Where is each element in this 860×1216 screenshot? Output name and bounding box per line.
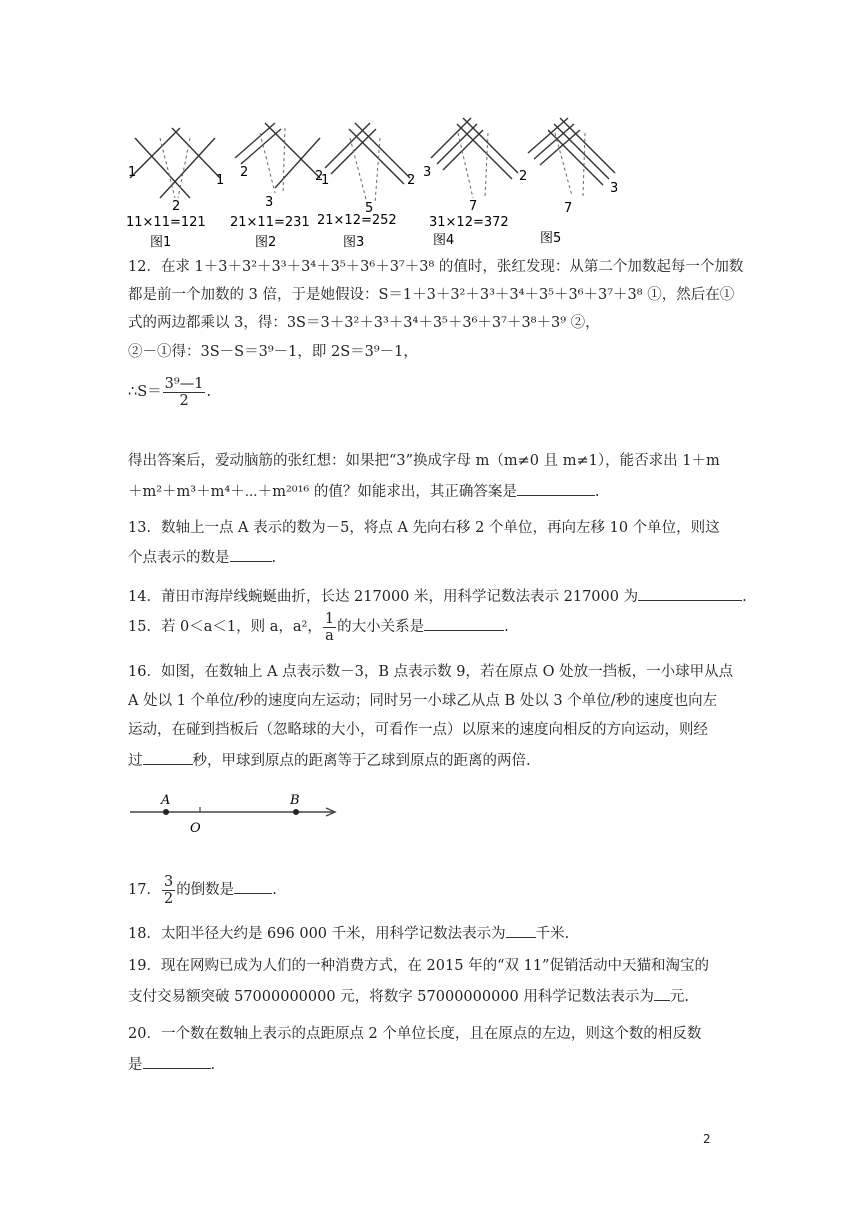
label-b: B — [290, 793, 300, 808]
figure-4-caption: 图4 — [433, 233, 455, 248]
q17-line — [128, 870, 277, 910]
q17-suffix: 的倒数是 — [176, 882, 235, 898]
figure-5-bottom-num: 7 — [564, 201, 573, 216]
q14-line1-text: 14．莆田市海岸线蜿蜒曲折，长达 217000 米，用科学记数法表示 217000 为 — [128, 589, 639, 605]
figure-3-right-num: 2 — [407, 173, 416, 188]
q17-end: . — [272, 882, 277, 898]
q12-s-suffix: . — [206, 384, 212, 400]
q12-line1: 12．在求 1＋3＋3²＋3³＋3⁴＋3⁵＋3⁶＋3⁷＋3⁸ 的值时，张红发现：从第二个加数起每一个加数 — [128, 259, 744, 275]
figure-4-right-num: 2 — [519, 169, 528, 184]
q15-frac-num: 1 — [324, 610, 335, 627]
q15-end: . — [504, 619, 509, 635]
figure-3 — [315, 118, 425, 252]
figure-1-right-num: 1 — [216, 173, 225, 188]
q12-line2: 都是前一个加数的 3 倍，于是她假设：S＝1＋3＋3²＋3³＋3⁴＋3⁵＋3⁶＋3⁷＋3⁸ ①，然后在① — [128, 287, 735, 303]
q16-line4 — [128, 749, 531, 771]
q14-line1-end: . — [742, 589, 747, 605]
q15-answer-blank[interactable] — [424, 615, 504, 631]
q12-line7-text: ＋m²＋m³＋m⁴＋⋯＋m²⁰¹⁶ 的值？如能求出，其正确答案是 — [128, 484, 517, 500]
q18-answer-blank[interactable] — [506, 922, 536, 938]
figure-4-left-num: 3 — [423, 165, 432, 180]
q17-frac-num: 3 — [163, 873, 174, 890]
q15-prefix: 15．若 0＜a＜1，则 a，a²， — [128, 619, 322, 635]
q17-fraction — [162, 874, 175, 907]
q14-answer-blank[interactable] — [638, 585, 742, 601]
q16-line3: 运动，在碰到挡板后（忽略球的大小，可看作一点）以原来的速度向相反的方向运动，则经 — [128, 722, 708, 738]
q17-prefix: 17． — [128, 882, 161, 898]
figure-5 — [520, 118, 630, 252]
q14-line1 — [128, 585, 747, 607]
q20-line1: 20．一个数在数轴上表示的点距原点 2 个单位长度，且在原点的左边，则这个数的相反数 — [128, 1026, 702, 1042]
q18-line1-end: 千米. — [535, 926, 570, 942]
label-o: O — [190, 821, 201, 836]
figure-4 — [423, 118, 533, 252]
label-a: A — [161, 793, 171, 808]
q18-line1-text: 18．太阳半径大约是 696 000 千米，用科学记数法表示为 — [128, 926, 506, 942]
figure-2-equation: 21×11=231 — [230, 215, 310, 230]
figure-4-equation: 31×12=372 — [429, 215, 509, 230]
q19-line2 — [128, 985, 689, 1007]
q13-line2-end: . — [271, 550, 277, 566]
q17-answer-blank[interactable] — [234, 878, 272, 894]
q15-line — [128, 607, 509, 647]
q19-line2-text: 支付交易额突破 57000000000 元，将数字 57000000000 用科学记数法表示为 — [128, 989, 654, 1005]
figure-4-bottom-num: 7 — [469, 199, 478, 214]
figure-2-caption: 图2 — [255, 235, 277, 250]
q13-answer-blank[interactable] — [230, 546, 272, 562]
figure-3-caption: 图3 — [343, 235, 365, 250]
q16-answer-blank[interactable] — [143, 749, 193, 765]
figure-1-bottom-num: 2 — [172, 199, 181, 214]
figure-1-equation: 11×11=121 — [126, 215, 206, 230]
q12-line6: 得出答案后，爱动脑筋的张红想：如果把“3”换成字母 m（m≠0 且 m≠1），能否求出 1＋m — [128, 453, 720, 469]
figure-3-left-num: 2 — [315, 169, 324, 184]
figure-2-bottom-num: 3 — [265, 195, 274, 210]
q12-s-formula — [128, 370, 211, 414]
q17-frac-den: 2 — [163, 890, 174, 907]
q16-line4-end: 秒，甲球到原点的距离等于乙球到原点的距离的两倍. — [192, 753, 531, 769]
q15-fraction — [323, 611, 336, 644]
figure-1-left-num: 1 — [128, 165, 137, 180]
q15-suffix: 的大小关系是 — [337, 619, 425, 635]
q12-line3: 式的两边都乘以 3，得：3S＝3＋3²＋3³＋3⁴＋3⁵＋3⁶＋3⁷＋3⁸＋3⁹ ②， — [128, 315, 600, 331]
q13-line2-text: 个点表示的数是 — [128, 550, 230, 566]
figure-2-right-num: 1 — [321, 173, 330, 188]
figure-1 — [120, 118, 230, 252]
q12-s-prefix: ∴S＝ — [128, 384, 162, 400]
q16-line2: A 处以 1 个单位/秒的速度向左运动；同时另一小球乙从点 B 处以 3 个单位/秒的速度也向左 — [128, 693, 718, 709]
figure-5-caption: 图5 — [540, 231, 562, 246]
q16-line4-start: 过 — [128, 753, 143, 769]
q12-line7-end: . — [594, 484, 600, 500]
figure-5-right-num: 3 — [610, 181, 619, 196]
q19-line2-end: 元. — [669, 989, 690, 1005]
q16-line1: 16．如图，在数轴上 A 点表示数－3，B 点表示数 9，若在原点 O 处放一挡板，一小球甲从点 — [128, 664, 734, 680]
figure-3-equation: 21×12=252 — [317, 213, 397, 228]
q13-line2 — [128, 546, 276, 568]
page-number: 2 — [703, 1132, 711, 1146]
q12-line4: ②－①得：3S－S＝3⁹－1，即 2S＝3⁹－1， — [128, 344, 418, 360]
figure-1-caption: 图1 — [150, 235, 172, 250]
q20-answer-blank[interactable] — [143, 1053, 211, 1069]
q12-answer-blank[interactable] — [517, 480, 595, 496]
q20-line2 — [128, 1053, 215, 1075]
q20-line2-end: . — [210, 1057, 216, 1073]
q12-frac-den: 2 — [179, 392, 189, 409]
figure-2-left-num: 2 — [240, 165, 249, 180]
q12-fraction — [163, 376, 206, 409]
point-a-dot — [163, 809, 169, 815]
point-b-dot — [293, 809, 299, 815]
q13-line1: 13．数轴上一点 A 表示的数为－5，将点 A 先向右移 2 个单位，再向左移 10 个单位，则这 — [128, 520, 720, 536]
number-line-figure — [128, 790, 348, 844]
q12-line7 — [128, 480, 599, 502]
q12-frac-num: 3⁹—1 — [164, 375, 204, 392]
q18-line1 — [128, 922, 569, 944]
figure-3-bottom-num: 5 — [365, 201, 374, 216]
q19-line1: 19．现在网购已成为人们的一种消费方式，在 2015 年的“双 11”促销活动中天猫和淘宝的 — [128, 958, 709, 974]
q15-frac-den: a — [325, 627, 334, 644]
q19-answer-blank[interactable] — [654, 985, 670, 1001]
q20-line2-text: 是 — [128, 1057, 143, 1073]
